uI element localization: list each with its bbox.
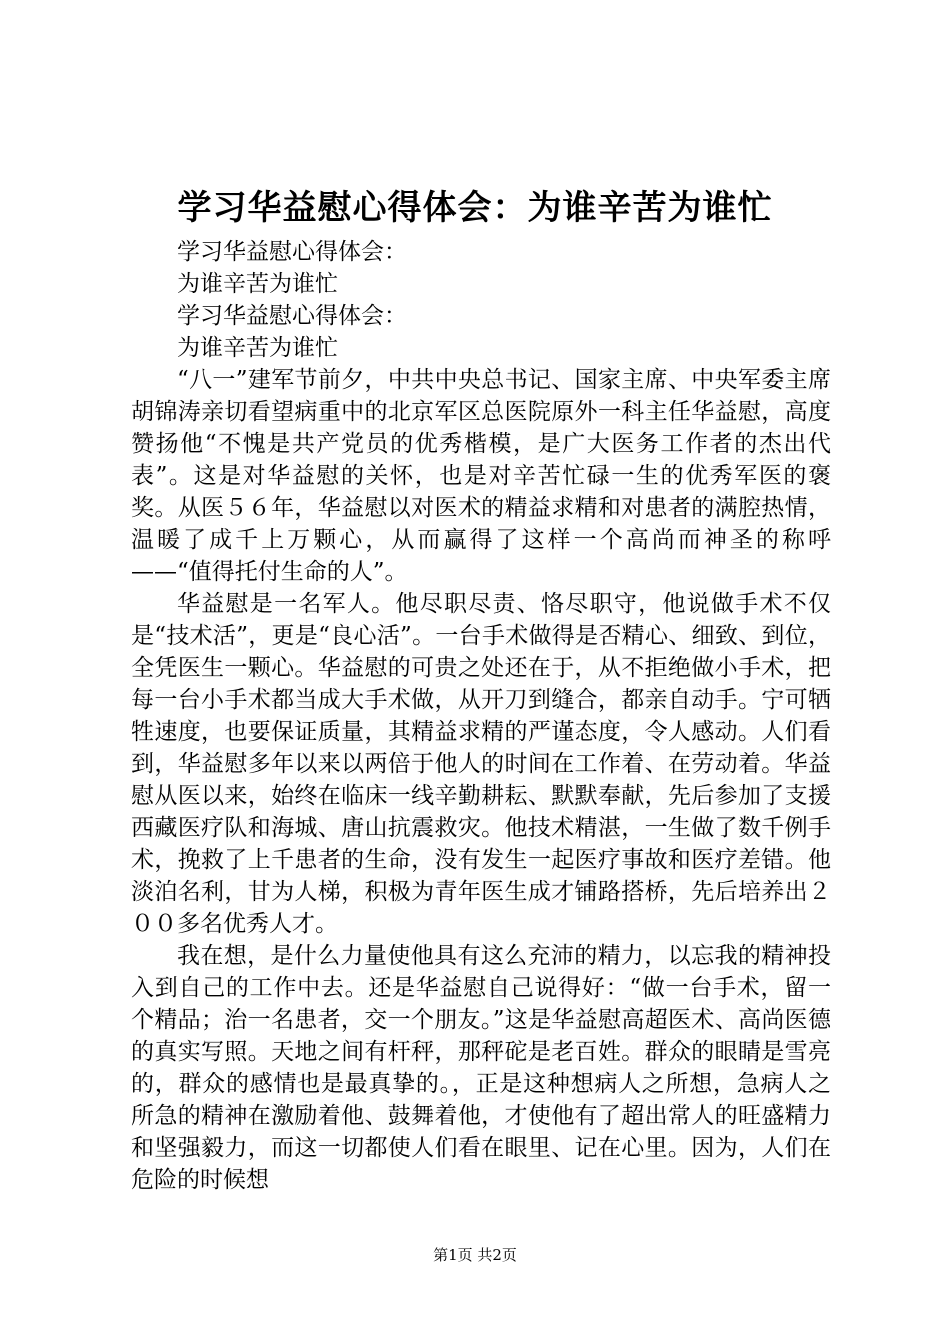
body-paragraph: “八一”建军节前夕，中共中央总书记、国家主席、中央军委主席胡锦涛亲切看望病重中的北京军区总医院原外一科主任华益慰，高度赞扬他“不愧是共产党员的优秀楷模，是广大医务工作者的杰出代表”。这是对华益慰的关怀，也是对辛苦忙碌一生的优秀军医的褒奖。从医５６年，华益慰以对医术的精益求精和对患者的满腔热情，温暖了成千上万颗心，从而赢得了这样一个高尚而神圣的称呼——“值得托付生命的人”。	[131, 367, 831, 585]
subtitle-line: 为谁辛苦为谁忙	[177, 271, 338, 297]
page-number-footer: 第1页 共2页	[433, 1246, 517, 1264]
body-paragraph: 我在想，是什么力量使他具有这么充沛的精力，以忘我的精神投入到自己的工作中去。还是华益慰自己说得好：“做一台手术，留一个精品；治一名患者，交一个朋友。”这是华益慰高超医术、高尚医德的真实写照。天地之间有杆秤，那秤砣是老百姓。群众的眼睛是雪亮的，群众的感情也是最真挚的。，正是这种想病人之所想，急病人之所急的精神在激励着他、鼓舞着他，才使他有了超出常人的旺盛精力和坚强毅力，而这一切都使人们看在眼里、记在心里。因为，人们在危险的时候想	[131, 943, 831, 1193]
subtitle-line: 学习华益慰心得体会：	[177, 303, 407, 329]
subtitle-line: 学习华益慰心得体会：	[177, 239, 407, 265]
document-body	[131, 236, 831, 1196]
subtitle-line: 为谁辛苦为谁忙	[177, 335, 338, 361]
body-paragraph: 华益慰是一名军人。他尽职尽责、恪尽职守，他说做手术不仅是“技术活”，更是“良心活”。一台手术做得是否精心、细致、到位，全凭医生一颗心。华益慰的可贵之处还在于，从不拒绝做小手术，把每一台小手术都当成大手术做，从开刀到缝合，都亲自动手。宁可牺牲速度，也要保证质量，其精益求精的严谨态度，令人感动。人们看到，华益慰多年以来以两倍于他人的时间在工作着、在劳动着。华益慰从医以来，始终在临床一线辛勤耕耘、默默奉献，先后参加了支援西藏医疗队和海城、唐山抗震救灾。他技术精湛，一生做了数千例手术，挽救了上千患者的生命，没有发生一起医疗事故和医疗差错。他淡泊名利，甘为人梯，积极为青年医生成才铺路搭桥，先后培养出２００多名优秀人才。	[131, 591, 831, 937]
document-title: 学习华益慰心得体会：为谁辛苦为谁忙	[177, 188, 773, 228]
